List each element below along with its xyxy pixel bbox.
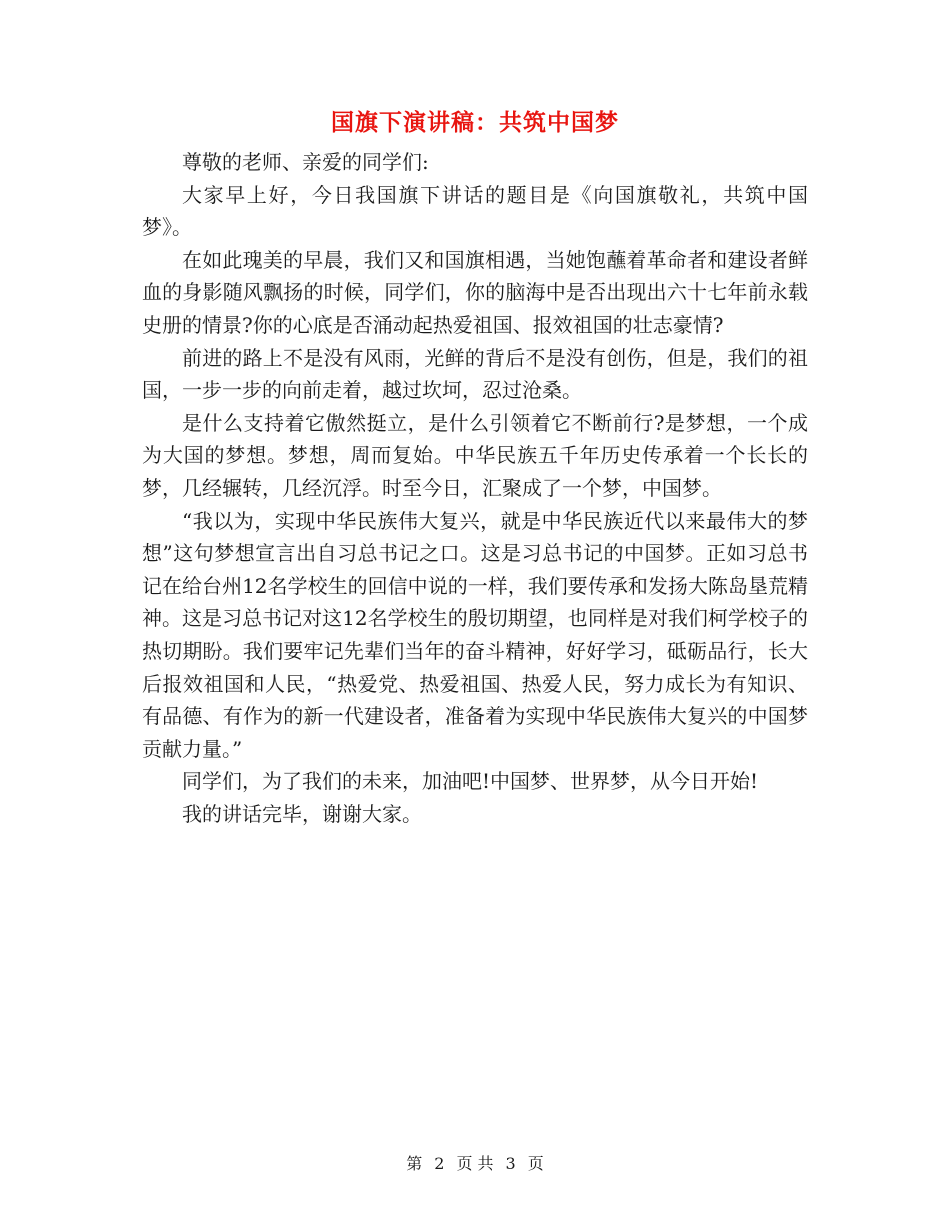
paragraph-future: 同学们，为了我们的未来，加油吧!中国梦、世界梦，从今日开始! — [182, 769, 759, 794]
paragraph-road-ahead: 前进的路上不是没有风雨，光鲜的背后不是没有创伤，但是，我们的祖国，一步一步的向前走着，越过坎坷，忍过沧桑。 — [142, 345, 808, 403]
paragraph-closing: 我的讲话完毕，谢谢大家。 — [182, 801, 422, 826]
footer-prefix: 第 — [406, 1154, 423, 1173]
footer-total-pages: 3 — [505, 1154, 516, 1173]
paragraph-quote: “我以为，实现中华民族伟大复兴，就是中华民族近代以来最伟大的梦想”这句梦想宣言出自习总书记之口。这是习总书记的中国梦。正如习总书记在给台州12名学校生的回信中说的一样，我们要传承和发扬大陈岛垦荒精神。这是习总书记对这12名学校生的殷切期望，也同样是对我们柯学校子的热切期盼。我们要牢记先辈们当年的奋斗精神，好好学习，砥砺品行，长大后报效祖国和人民，“热爱党、热爱祖国、热爱人民，努力成长为有知识、有品德、有作为的新一代建设者，准备着为实现中华民族伟大复兴的中国梦贡献力量。” — [142, 508, 808, 761]
footer-suffix: 页 — [527, 1154, 544, 1173]
paragraph-greeting: 大家早上好，今日我国旗下讲话的题目是《向国旗敬礼，共筑中国梦》。 — [142, 182, 808, 240]
footer-middle: 页 共 — [456, 1154, 494, 1173]
paragraph-dream: 是什么支持着它傲然挺立，是什么引领着它不断前行?是梦想，一个成为大国的梦想。梦想，周而复始。中华民族五千年历史传承着一个长长的梦，几经辗转，几经沉浮。时至今日，汇聚成了一个梦，中国梦。 — [142, 410, 808, 500]
page-footer — [0, 1153, 950, 1175]
paragraph-salutation: 尊敬的老师、亲爱的同学们: — [182, 150, 429, 174]
document-body — [142, 146, 808, 830]
document-title: 国旗下演讲稿：共筑中国梦 — [331, 109, 619, 136]
footer-page-number: 2 — [434, 1154, 445, 1173]
paragraph-flag-morning: 在如此瑰美的早晨，我们又和国旗相遇，当她饱蘸着革命者和建设者鲜血的身影随风飘扬的时候，同学们，你的脑海中是否出现出六十七年前永载史册的情景?你的心底是否涌动起热爱祖国、报效祖国的壮志豪情? — [142, 247, 808, 337]
